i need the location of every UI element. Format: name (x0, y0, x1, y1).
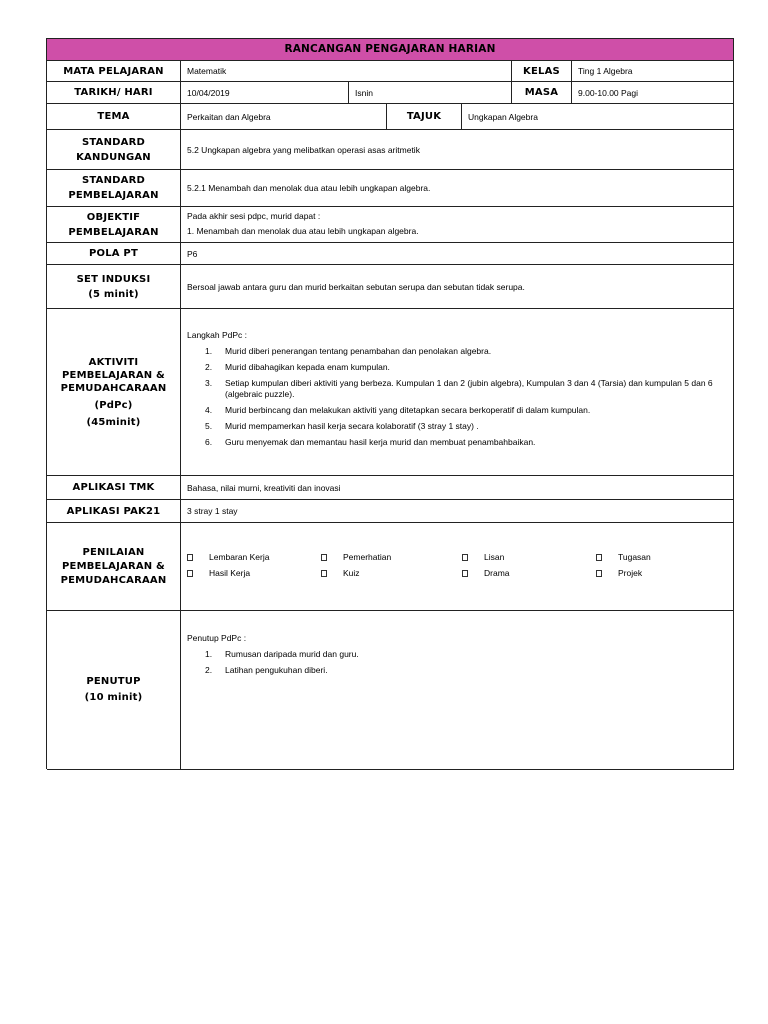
penutup-steps (181, 649, 726, 681)
checkbox-icon[interactable] (596, 570, 602, 577)
akt-label-line3: PEMUDAHCARAAN (60, 382, 167, 394)
option-label: Hasil Kerja (209, 568, 251, 578)
step-number: 5. (205, 421, 213, 431)
kelas-label: KELAS (512, 61, 572, 82)
step-number: 1. (205, 649, 213, 659)
list-item (181, 649, 726, 660)
list-item (181, 437, 726, 448)
option-label: Lisan (484, 552, 505, 562)
objektif-value (181, 207, 734, 243)
aktiviti-steps (181, 346, 726, 453)
option-label: Projek (618, 568, 643, 578)
step-number: 6. (205, 437, 213, 447)
list-item (181, 421, 726, 432)
step-text: Murid diberi penerangan tentang penambahan dan penolakan algebra. (225, 346, 492, 356)
step-text: Setiap kumpulan diberi aktiviti yang berbeza. Kumpulan 1 dan 2 (jubin algebra), Kumpulan 3 dan 4 (Tarsia) dan kumpulan 5 dan 6 (algebraic puzzle). (225, 378, 713, 399)
set-induksi-value: Bersoal jawab antara guru dan murid berkaitan sebutan serupa dan sebutan tidak serupa. (181, 265, 734, 309)
penutup-intro: Penutup PdPc : (187, 633, 247, 643)
objektif-line1: Pada akhir sesi pdpc, murid dapat : (187, 211, 321, 221)
standard-kandungan-label (47, 130, 181, 170)
checkbox-icon[interactable] (321, 554, 327, 561)
list-item (181, 346, 726, 357)
pen-label-line1: PENILAIAN (82, 546, 145, 558)
kelas-value: Ting 1 Algebra (572, 61, 734, 82)
akt-label-line5: (45minit) (86, 416, 141, 428)
option-label: Kuiz (343, 568, 360, 578)
akt-label-line2: PEMBELAJARAN & (62, 369, 165, 381)
step-text: Murid dibahagikan kepada enam kumpulan. (225, 362, 390, 372)
checkbox-option[interactable] (462, 568, 510, 579)
checkbox-icon[interactable] (462, 570, 468, 577)
sk-label-line1: STANDARD (82, 136, 145, 148)
penilaian-label (47, 523, 181, 611)
penutup-label (47, 611, 181, 770)
put-label-line2: (10 minit) (84, 692, 143, 703)
lesson-plan-form (46, 38, 734, 769)
step-text: Rumusan daripada murid dan guru. (225, 649, 359, 659)
tarikh-value: 10/04/2019 (181, 82, 349, 104)
obj-label-line1: OBJEKTIF (86, 211, 141, 223)
mata-pelajaran-value: Matematik (181, 61, 512, 82)
checkbox-option[interactable] (462, 552, 504, 563)
step-number: 2. (205, 362, 213, 372)
pen-label-line3: PEMUDAHCARAAN (60, 574, 167, 586)
set-induksi-label (47, 265, 181, 309)
mata-pelajaran-label: MATA PELAJARAN (47, 61, 181, 82)
aplikasi-tmk-label: APLIKASI TMK (47, 476, 181, 500)
sp-label-line2: PEMBELAJARAN (68, 190, 159, 201)
checkbox-icon[interactable] (462, 554, 468, 561)
sk-label-line2: KANDUNGAN (76, 151, 151, 163)
aplikasi-pak21-label: APLIKASI PAK21 (47, 500, 181, 523)
set-label-line2: (5 minit) (88, 288, 139, 300)
step-number: 3. (205, 378, 213, 388)
list-item (181, 665, 726, 676)
standard-pembelajaran-label (47, 170, 181, 207)
option-label: Tugasan (618, 552, 651, 562)
checkbox-option[interactable] (321, 552, 391, 563)
aplikasi-tmk-value: Bahasa, nilai murni, kreativiti dan inovasi (181, 476, 734, 500)
form-title: RANCANGAN PENGAJARAN HARIAN (47, 39, 734, 61)
obj-label-line2: PEMBELAJARAN (68, 226, 159, 238)
aktiviti-label (47, 309, 181, 476)
checkbox-icon[interactable] (187, 554, 193, 561)
penutup-value (181, 611, 734, 770)
tarikh-label: TARIKH/ HARI (47, 82, 181, 104)
penilaian-value (181, 523, 734, 611)
put-label-line1: PENUTUP (86, 676, 141, 687)
masa-label: MASA (512, 82, 572, 104)
pola-pt-label: POLA PT (47, 243, 181, 265)
masa-value: 9.00-10.00 Pagi (572, 82, 734, 104)
step-text: Murid mempamerkan hasil kerja secara kolaboratif (3 stray 1 stay) . (225, 421, 479, 431)
list-item (181, 378, 726, 400)
pen-label-line2: PEMBELAJARAN & (62, 560, 165, 572)
step-number: 2. (205, 665, 213, 675)
checkbox-option[interactable] (187, 552, 269, 563)
sp-label-line1: STANDARD (82, 175, 145, 186)
option-label: Lembaran Kerja (209, 552, 270, 562)
list-item (181, 405, 726, 416)
step-number: 1. (205, 346, 213, 356)
option-label: Pemerhatian (343, 552, 392, 562)
akt-label-line1: AKTIVITI (88, 356, 139, 368)
list-item (181, 362, 726, 373)
aplikasi-pak21-value: 3 stray 1 stay (181, 500, 734, 523)
standard-pembelajaran-value: 5.2.1 Menambah dan menolak dua atau lebih ungkapan algebra. (181, 170, 734, 207)
checkbox-icon[interactable] (321, 570, 327, 577)
set-label-line1: SET INDUKSI (76, 273, 151, 285)
objektif-line2: 1. Menambah dan menolak dua atau lebih ungkapan algebra. (187, 226, 419, 236)
checkbox-option[interactable] (596, 552, 651, 563)
aktiviti-intro: Langkah PdPc : (187, 330, 248, 340)
checkbox-icon[interactable] (596, 554, 602, 561)
step-text: Latihan pengukuhan diberi. (225, 665, 328, 675)
standard-kandungan-value: 5.2 Ungkapan algebra yang melibatkan operasi asas aritmetik (181, 130, 734, 170)
tajuk-value: Ungkapan Algebra (462, 104, 734, 130)
checkbox-option[interactable] (321, 568, 360, 579)
hari-value: Isnin (349, 82, 512, 104)
pola-pt-value: P6 (181, 243, 734, 265)
akt-label-line4: (PdPc) (94, 399, 133, 411)
checkbox-option[interactable] (187, 568, 250, 579)
checkbox-option[interactable] (596, 568, 642, 579)
tema-label: TEMA (47, 104, 181, 130)
step-number: 4. (205, 405, 213, 415)
step-text: Murid berbincang dan melakukan aktiviti yang ditetapkan secara berkoperatif di dalam kumpulan. (225, 405, 591, 415)
checkbox-icon[interactable] (187, 570, 193, 577)
option-label: Drama (484, 568, 510, 578)
step-text: Guru menyemak dan memantau hasil kerja murid dan membuat penambahbaikan. (225, 437, 536, 447)
objektif-label (47, 207, 181, 243)
aktiviti-value (181, 309, 734, 476)
tajuk-label: TAJUK (387, 104, 462, 130)
tema-value: Perkaitan dan Algebra (181, 104, 387, 130)
